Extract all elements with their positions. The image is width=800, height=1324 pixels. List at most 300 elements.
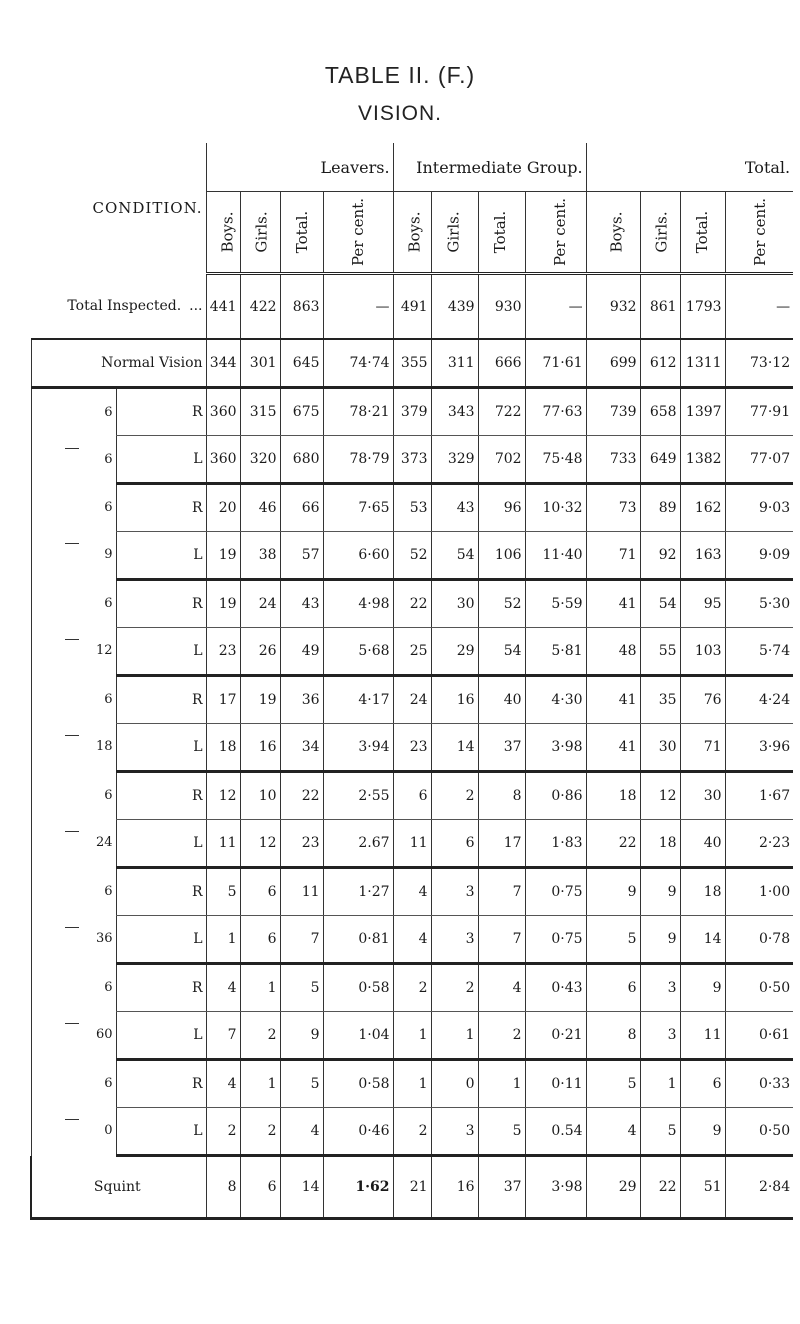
value-cell: 1·67 <box>725 772 793 820</box>
value-cell: 37 <box>478 1156 525 1219</box>
value-cell: 76 <box>680 676 725 724</box>
value-cell: 2 <box>478 1012 525 1060</box>
fraction-bar <box>65 735 79 736</box>
value-cell: 2·23 <box>725 820 793 868</box>
subcol-label: Per cent. <box>750 198 769 266</box>
value-cell: 43 <box>280 580 323 628</box>
value-cell: 89 <box>640 484 680 532</box>
value-cell: 355 <box>393 339 431 388</box>
value-cell: 7·65 <box>323 484 393 532</box>
value-cell: 2.67 <box>323 820 393 868</box>
fraction-numerator: 6 <box>104 788 113 803</box>
value-cell: 54 <box>640 580 680 628</box>
value-cell: 4·30 <box>525 676 586 724</box>
value-cell: 7 <box>280 916 323 964</box>
acuity-row <box>31 1012 793 1060</box>
fraction-numerator: 6 <box>104 1076 113 1091</box>
vision-table <box>30 143 793 1220</box>
subcol-label: Boys. <box>607 211 626 253</box>
value-cell: 41 <box>586 724 640 772</box>
value-cell: 301 <box>240 339 280 388</box>
value-cell: 14 <box>280 1156 323 1219</box>
value-cell: 2 <box>393 964 431 1012</box>
fraction-bar <box>65 831 79 832</box>
value-cell: 0.54 <box>525 1108 586 1156</box>
acuity-row <box>31 532 793 580</box>
value-cell: 96 <box>478 484 525 532</box>
fraction-denominator: 0 <box>104 1123 113 1138</box>
value-cell: 10·32 <box>525 484 586 532</box>
value-cell: 29 <box>431 628 478 676</box>
table-body <box>31 274 793 1219</box>
fraction-denominator: 36 <box>95 931 113 946</box>
value-cell: 71 <box>680 724 725 772</box>
value-cell: 1793 <box>680 274 725 340</box>
value-cell: 1·83 <box>525 820 586 868</box>
value-cell: 612 <box>640 339 680 388</box>
value-cell: 73·12 <box>725 339 793 388</box>
subcol-header <box>240 192 280 274</box>
value-cell: 6 <box>680 1060 725 1108</box>
value-cell: 51 <box>680 1156 725 1219</box>
value-cell: 24 <box>240 580 280 628</box>
value-cell: 666 <box>478 339 525 388</box>
value-cell: 8 <box>586 1012 640 1060</box>
value-cell: 4·24 <box>725 676 793 724</box>
value-cell: 343 <box>431 388 478 436</box>
value-cell: 1 <box>431 1012 478 1060</box>
fraction-numerator: 6 <box>104 980 113 995</box>
value-cell: 30 <box>431 580 478 628</box>
value-cell: 54 <box>478 628 525 676</box>
value-cell: 41 <box>586 676 640 724</box>
value-cell: 7 <box>478 916 525 964</box>
value-cell: 645 <box>280 339 323 388</box>
value-cell: 0·33 <box>725 1060 793 1108</box>
value-cell: 11·40 <box>525 532 586 580</box>
value-cell: 861 <box>640 274 680 340</box>
acuity-fraction <box>31 772 116 868</box>
value-cell: 78·79 <box>323 436 393 484</box>
value-cell: 19 <box>206 532 240 580</box>
total-inspected-row <box>31 274 793 340</box>
acuity-row <box>31 724 793 772</box>
subcol-label: Boys. <box>405 211 424 253</box>
value-cell: 16 <box>431 1156 478 1219</box>
value-cell: 675 <box>280 388 323 436</box>
value-cell: 12 <box>640 772 680 820</box>
value-cell: 0·46 <box>323 1108 393 1156</box>
value-cell: 441 <box>206 274 240 340</box>
value-cell: 863 <box>280 274 323 340</box>
value-cell: 5·81 <box>525 628 586 676</box>
value-cell: 0·11 <box>525 1060 586 1108</box>
value-cell: 66 <box>280 484 323 532</box>
value-cell: 1 <box>393 1012 431 1060</box>
value-cell: 311 <box>431 339 478 388</box>
acuity-fraction <box>31 964 116 1060</box>
subcol-header <box>323 192 393 274</box>
value-cell: 30 <box>640 724 680 772</box>
value-cell: 18 <box>640 820 680 868</box>
value-cell: 0·50 <box>725 1108 793 1156</box>
value-cell: 4 <box>478 964 525 1012</box>
value-cell: 14 <box>431 724 478 772</box>
value-cell: 5 <box>586 916 640 964</box>
value-cell: 34 <box>280 724 323 772</box>
subcol-header <box>478 192 525 274</box>
eye-side: L <box>116 820 206 868</box>
value-cell: 733 <box>586 436 640 484</box>
value-cell: 5·74 <box>725 628 793 676</box>
value-cell: 6 <box>240 1156 280 1219</box>
eye-side: L <box>116 628 206 676</box>
value-cell: 26 <box>240 628 280 676</box>
acuity-fraction <box>31 388 116 484</box>
value-cell: 9 <box>640 916 680 964</box>
subcol-header <box>393 192 431 274</box>
value-cell: 9 <box>586 868 640 916</box>
value-cell: 22 <box>280 772 323 820</box>
intermediate-header: Intermediate Group. <box>393 143 586 192</box>
fraction-numerator: 6 <box>104 596 113 611</box>
acuity-row <box>31 580 793 628</box>
subcol-label: Per cent. <box>550 198 569 266</box>
condition-header: CONDITION. <box>92 199 203 218</box>
value-cell: 5·30 <box>725 580 793 628</box>
total-inspected-dots: ... <box>189 297 203 314</box>
eye-side: R <box>116 388 206 436</box>
acuity-row <box>31 436 793 484</box>
value-cell: 29 <box>586 1156 640 1219</box>
value-cell: 52 <box>478 580 525 628</box>
fraction-numerator: 6 <box>104 500 113 515</box>
subcol-label: Per cent. <box>348 198 367 266</box>
subcol-header <box>680 192 725 274</box>
value-cell: 23 <box>280 820 323 868</box>
value-cell: 41 <box>586 580 640 628</box>
value-cell: 1311 <box>680 339 725 388</box>
value-cell: 5 <box>280 964 323 1012</box>
value-cell: 3·98 <box>525 724 586 772</box>
acuity-row <box>31 772 793 820</box>
value-cell: 2·55 <box>323 772 393 820</box>
value-cell: 23 <box>206 628 240 676</box>
normal-vision-row <box>31 339 793 388</box>
value-cell: 722 <box>478 388 525 436</box>
value-cell: 92 <box>640 532 680 580</box>
value-cell: 36 <box>280 676 323 724</box>
eye-side: R <box>116 580 206 628</box>
fraction-bar <box>65 927 79 928</box>
value-cell: 379 <box>393 388 431 436</box>
fraction-denominator: 9 <box>104 547 113 562</box>
value-cell: — <box>525 274 586 340</box>
eye-side: L <box>116 1108 206 1156</box>
value-cell: 0·78 <box>725 916 793 964</box>
subcol-label: Boys. <box>218 211 237 253</box>
value-cell: 9·09 <box>725 532 793 580</box>
value-cell: 4 <box>280 1108 323 1156</box>
value-cell: 22 <box>393 580 431 628</box>
eye-side: L <box>116 1012 206 1060</box>
value-cell: — <box>323 274 393 340</box>
subcol-header <box>280 192 323 274</box>
value-cell: 49 <box>280 628 323 676</box>
table-title: TABLE II. (F.) <box>324 62 476 88</box>
eye-side: L <box>116 724 206 772</box>
subcol-header <box>640 192 680 274</box>
eye-side: R <box>116 964 206 1012</box>
value-cell: 0·58 <box>323 964 393 1012</box>
value-cell: 11 <box>280 868 323 916</box>
value-cell: 329 <box>431 436 478 484</box>
value-cell: 3 <box>431 1108 478 1156</box>
fraction-numerator: 6 <box>104 884 113 899</box>
value-cell: 0·86 <box>525 772 586 820</box>
value-cell: 54 <box>431 532 478 580</box>
value-cell: 18 <box>206 724 240 772</box>
value-cell: 4·98 <box>323 580 393 628</box>
value-cell: 3·98 <box>525 1156 586 1219</box>
value-cell: 8 <box>478 772 525 820</box>
value-cell: 680 <box>280 436 323 484</box>
acuity-fraction <box>31 868 116 964</box>
fraction-bar <box>65 1119 79 1120</box>
value-cell: 2 <box>240 1108 280 1156</box>
value-cell: 18 <box>586 772 640 820</box>
normal-vision-label: Normal Vision <box>31 339 206 388</box>
value-cell: 4 <box>586 1108 640 1156</box>
subcol-label: Total. <box>292 210 311 254</box>
value-cell: 10 <box>240 772 280 820</box>
value-cell: 5 <box>206 868 240 916</box>
subcol-header <box>431 192 478 274</box>
squint-row <box>31 1156 793 1219</box>
subcol-label: Total. <box>491 210 510 254</box>
value-cell: 932 <box>586 274 640 340</box>
value-cell: 30 <box>680 772 725 820</box>
value-cell: 702 <box>478 436 525 484</box>
fraction-denominator: 12 <box>95 643 113 658</box>
value-cell: 0·50 <box>725 964 793 1012</box>
value-cell: 38 <box>240 532 280 580</box>
value-cell: 1 <box>240 1060 280 1108</box>
value-cell: 25 <box>393 628 431 676</box>
value-cell: 3 <box>640 964 680 1012</box>
value-cell: 6 <box>240 916 280 964</box>
value-cell: 4 <box>393 916 431 964</box>
value-cell: 53 <box>393 484 431 532</box>
total-inspected-label <box>31 274 206 340</box>
value-cell: 0·21 <box>525 1012 586 1060</box>
value-cell: 16 <box>240 724 280 772</box>
fraction-numerator: 6 <box>104 692 113 707</box>
subcol-label: Girls. <box>444 211 463 253</box>
value-cell: 1·62 <box>323 1156 393 1219</box>
eye-side: R <box>116 676 206 724</box>
value-cell: 16 <box>431 676 478 724</box>
subcol-label: Girls. <box>652 211 671 253</box>
value-cell: 7 <box>206 1012 240 1060</box>
value-cell: 491 <box>393 274 431 340</box>
value-cell: 2 <box>431 772 478 820</box>
value-cell: 658 <box>640 388 680 436</box>
value-cell: 3 <box>431 916 478 964</box>
total-header: Total. <box>586 143 793 192</box>
value-cell: 3·94 <box>323 724 393 772</box>
subcol-header <box>525 192 586 274</box>
value-cell: 360 <box>206 388 240 436</box>
value-cell: 103 <box>680 628 725 676</box>
value-cell: 930 <box>478 274 525 340</box>
value-cell: 6 <box>586 964 640 1012</box>
eye-side: R <box>116 772 206 820</box>
value-cell: 77·07 <box>725 436 793 484</box>
fraction-denominator: 24 <box>95 835 113 850</box>
header-row-groups <box>31 143 793 192</box>
value-cell: 6 <box>393 772 431 820</box>
value-cell: 360 <box>206 436 240 484</box>
acuity-row <box>31 628 793 676</box>
eye-side: R <box>116 868 206 916</box>
acuity-row <box>31 916 793 964</box>
value-cell: 8 <box>206 1156 240 1219</box>
eye-side: R <box>116 484 206 532</box>
value-cell: 5·68 <box>323 628 393 676</box>
value-cell: — <box>725 274 793 340</box>
value-cell: 57 <box>280 532 323 580</box>
value-cell: 163 <box>680 532 725 580</box>
value-cell: 17 <box>206 676 240 724</box>
value-cell: 2 <box>240 1012 280 1060</box>
value-cell: 315 <box>240 388 280 436</box>
value-cell: 40 <box>680 820 725 868</box>
value-cell: 18 <box>680 868 725 916</box>
value-cell: 2 <box>393 1108 431 1156</box>
acuity-row <box>31 868 793 916</box>
value-cell: 106 <box>478 532 525 580</box>
value-cell: 75·48 <box>525 436 586 484</box>
value-cell: 37 <box>478 724 525 772</box>
value-cell: 7 <box>478 868 525 916</box>
value-cell: 4 <box>393 868 431 916</box>
value-cell: 12 <box>240 820 280 868</box>
value-cell: 12 <box>206 772 240 820</box>
value-cell: 649 <box>640 436 680 484</box>
value-cell: 11 <box>206 820 240 868</box>
acuity-row <box>31 1108 793 1156</box>
value-cell: 22 <box>586 820 640 868</box>
acuity-row <box>31 388 793 436</box>
value-cell: 78·21 <box>323 388 393 436</box>
acuity-row <box>31 676 793 724</box>
acuity-row <box>31 964 793 1012</box>
value-cell: 4 <box>206 964 240 1012</box>
value-cell: 77·91 <box>725 388 793 436</box>
value-cell: 1 <box>206 916 240 964</box>
value-cell: 5 <box>586 1060 640 1108</box>
acuity-row <box>31 820 793 868</box>
eye-side: L <box>116 532 206 580</box>
value-cell: 20 <box>206 484 240 532</box>
leavers-header: Leavers. <box>206 143 393 192</box>
value-cell: 11 <box>680 1012 725 1060</box>
value-cell: 3 <box>431 868 478 916</box>
acuity-row <box>31 1060 793 1108</box>
subcol-header <box>725 192 793 274</box>
value-cell: 6 <box>240 868 280 916</box>
value-cell: 9 <box>280 1012 323 1060</box>
value-cell: 3·96 <box>725 724 793 772</box>
acuity-fraction <box>31 580 116 676</box>
value-cell: 1·27 <box>323 868 393 916</box>
total-inspected-text: Total Inspected. <box>67 297 182 314</box>
acuity-fraction <box>31 484 116 580</box>
value-cell: 5 <box>280 1060 323 1108</box>
value-cell: 739 <box>586 388 640 436</box>
value-cell: 0·81 <box>323 916 393 964</box>
subcol-label: Girls. <box>252 211 271 253</box>
value-cell: 9 <box>680 964 725 1012</box>
value-cell: 344 <box>206 339 240 388</box>
eye-side: L <box>116 916 206 964</box>
subcol-label: Total. <box>692 210 711 254</box>
acuity-fraction <box>31 676 116 772</box>
value-cell: 74·74 <box>323 339 393 388</box>
fraction-bar <box>65 639 79 640</box>
value-cell: 71 <box>586 532 640 580</box>
value-cell: 0·58 <box>323 1060 393 1108</box>
value-cell: 5·59 <box>525 580 586 628</box>
value-cell: 320 <box>240 436 280 484</box>
value-cell: 22 <box>640 1156 680 1219</box>
fraction-denominator: 6 <box>104 451 113 467</box>
eye-side: L <box>116 436 206 484</box>
acuity-row <box>31 484 793 532</box>
value-cell: 17 <box>478 820 525 868</box>
acuity-fraction <box>31 1060 116 1156</box>
value-cell: 0·61 <box>725 1012 793 1060</box>
value-cell: 1382 <box>680 436 725 484</box>
value-cell: 2 <box>431 964 478 1012</box>
value-cell: 0·75 <box>525 916 586 964</box>
value-cell: 14 <box>680 916 725 964</box>
value-cell: 3 <box>640 1012 680 1060</box>
fraction-bar <box>65 448 79 449</box>
value-cell: 1 <box>478 1060 525 1108</box>
fraction-bar <box>65 543 79 544</box>
squint-label: Squint <box>31 1156 206 1219</box>
value-cell: 9 <box>680 1108 725 1156</box>
value-cell: 1 <box>240 964 280 1012</box>
value-cell: 95 <box>680 580 725 628</box>
table-subtitle: VISION. <box>357 102 443 125</box>
value-cell: 24 <box>393 676 431 724</box>
value-cell: 23 <box>393 724 431 772</box>
value-cell: 1 <box>393 1060 431 1108</box>
value-cell: 422 <box>240 274 280 340</box>
value-cell: 2 <box>206 1108 240 1156</box>
value-cell: 0 <box>431 1060 478 1108</box>
value-cell: 5 <box>640 1108 680 1156</box>
value-cell: 439 <box>431 274 478 340</box>
value-cell: 0·75 <box>525 868 586 916</box>
fraction-denominator: 60 <box>95 1027 113 1042</box>
value-cell: 11 <box>393 820 431 868</box>
value-cell: 1·00 <box>725 868 793 916</box>
value-cell: 21 <box>393 1156 431 1219</box>
